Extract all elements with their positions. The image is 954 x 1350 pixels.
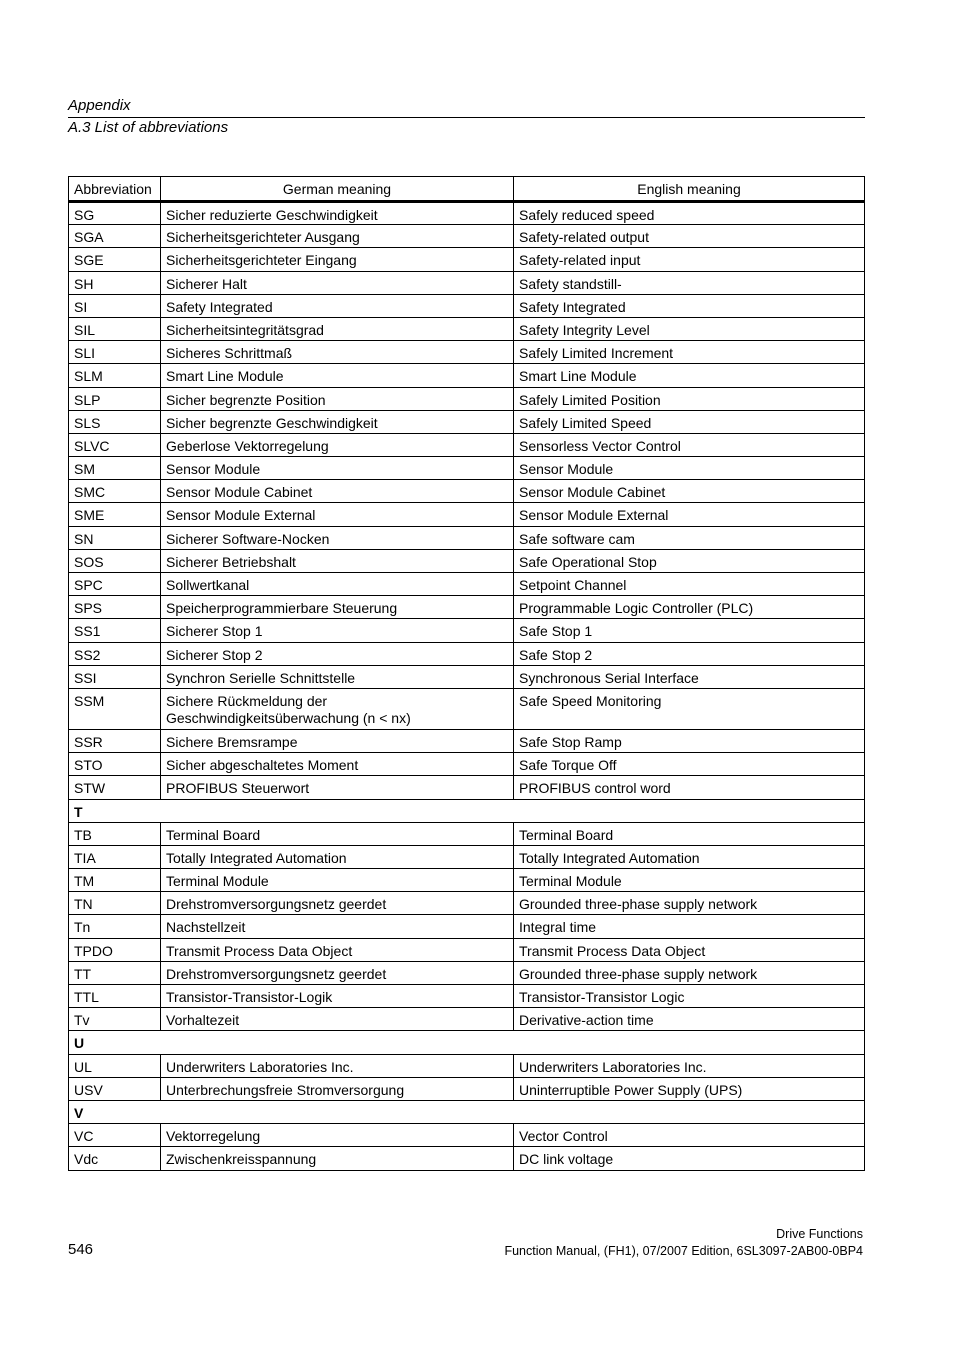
abbreviation-cell: TTL (69, 985, 161, 1008)
english-meaning-cell: Safe Speed Monitoring (514, 688, 865, 729)
german-meaning-cell: Vorhaltezeit (161, 1008, 514, 1031)
english-meaning-cell: Terminal Board (514, 822, 865, 845)
table-row (69, 753, 865, 776)
abbreviation-cell: SGE (69, 248, 161, 271)
abbreviation-cell: SS2 (69, 642, 161, 665)
german-meaning-cell: Sollwertkanal (161, 573, 514, 596)
english-meaning-cell: Safe Operational Stop (514, 549, 865, 572)
german-meaning-cell: Sensor Module Cabinet (161, 480, 514, 503)
abbreviation-cell: SMC (69, 480, 161, 503)
abbreviation-cell: VC (69, 1124, 161, 1147)
abbreviation-cell: SOS (69, 549, 161, 572)
german-meaning-cell: Terminal Board (161, 822, 514, 845)
table-row (69, 1124, 865, 1147)
footer-subtitle: Function Manual, (FH1), 07/2007 Edition, 6SL3097-2AB00-0BP4 (504, 1244, 863, 1258)
german-meaning-cell: Transistor-Transistor-Logik (161, 985, 514, 1008)
abbreviation-cell: SLM (69, 364, 161, 387)
abbreviation-cell: SPC (69, 573, 161, 596)
english-meaning-cell: DC link voltage (514, 1147, 865, 1170)
table-row (69, 202, 865, 225)
english-meaning-cell: Underwriters Laboratories Inc. (514, 1054, 865, 1077)
german-meaning-cell: Nachstellzeit (161, 915, 514, 938)
abbreviation-cell: Tn (69, 915, 161, 938)
abbreviation-cell: SLI (69, 341, 161, 364)
german-meaning-cell: Sicherheitsgerichteter Ausgang (161, 225, 514, 248)
abbreviation-cell: SG (69, 202, 161, 225)
german-meaning-cell: Sicher begrenzte Geschwindigkeit (161, 410, 514, 433)
german-meaning-cell: Sicher reduzierte Geschwindigkeit (161, 202, 514, 225)
section-letter: T (69, 799, 865, 822)
german-meaning-cell: Sensor Module External (161, 503, 514, 526)
table-row (69, 410, 865, 433)
english-meaning-cell: PROFIBUS control word (514, 776, 865, 799)
page-footer (504, 1226, 863, 1260)
abbreviation-cell: SN (69, 526, 161, 549)
column-header-german: German meaning (161, 177, 514, 202)
abbreviation-cell: SH (69, 271, 161, 294)
german-meaning-cell: Sicherer Stop 2 (161, 642, 514, 665)
table-row (69, 341, 865, 364)
german-meaning-cell: Sicher abgeschaltetes Moment (161, 753, 514, 776)
table-row (69, 387, 865, 410)
german-meaning-cell: Drehstromversorgungsnetz geerdet (161, 892, 514, 915)
abbreviation-cell: STO (69, 753, 161, 776)
english-meaning-cell: Smart Line Module (514, 364, 865, 387)
abbreviation-cell: TT (69, 961, 161, 984)
english-meaning-cell: Safely Limited Position (514, 387, 865, 410)
table-row (69, 642, 865, 665)
german-meaning-cell: Sicher begrenzte Position (161, 387, 514, 410)
table-row (69, 480, 865, 503)
table-row (69, 892, 865, 915)
abbreviation-cell: SIL (69, 317, 161, 340)
german-meaning-cell: Sicherer Halt (161, 271, 514, 294)
english-meaning-cell: Safe software cam (514, 526, 865, 549)
german-meaning-cell: Geberlose Vektorregelung (161, 433, 514, 456)
table-row (69, 248, 865, 271)
table-row (69, 271, 865, 294)
header-rule (68, 117, 865, 118)
english-meaning-cell: Safe Stop 2 (514, 642, 865, 665)
english-meaning-cell: Sensor Module (514, 457, 865, 480)
german-meaning-cell: Sicherer Software-Nocken (161, 526, 514, 549)
table-header-row (69, 177, 865, 202)
german-meaning-cell: Sicherheitsintegritätsgrad (161, 317, 514, 340)
table-row (69, 433, 865, 456)
english-meaning-cell: Integral time (514, 915, 865, 938)
abbreviation-cell: TPDO (69, 938, 161, 961)
german-meaning-cell: Sicherer Betriebshalt (161, 549, 514, 572)
table-row (69, 1077, 865, 1100)
english-meaning-cell: Safety-related input (514, 248, 865, 271)
abbreviation-cell: SLS (69, 410, 161, 433)
abbreviation-cell: SPS (69, 596, 161, 619)
abbreviation-cell: TM (69, 869, 161, 892)
abbreviation-cell: SSM (69, 688, 161, 729)
english-meaning-cell: Synchronous Serial Interface (514, 665, 865, 688)
footer-title: Drive Functions (776, 1227, 863, 1241)
table-row (69, 938, 865, 961)
abbreviation-cell: SGA (69, 225, 161, 248)
german-meaning-cell: Unterbrechungsfreie Stromversorgung (161, 1077, 514, 1100)
section-title: A.3 List of abbreviations (68, 119, 229, 136)
abbreviation-cell: STW (69, 776, 161, 799)
abbreviation-cell: SLP (69, 387, 161, 410)
table-row (69, 665, 865, 688)
english-meaning-cell: Safely reduced speed (514, 202, 865, 225)
english-meaning-cell: Totally Integrated Automation (514, 845, 865, 868)
english-meaning-cell: Transistor-Transistor Logic (514, 985, 865, 1008)
german-meaning-cell: Totally Integrated Automation (161, 845, 514, 868)
table-row (69, 294, 865, 317)
section-row (69, 1031, 865, 1054)
table-row (69, 869, 865, 892)
german-meaning-cell: Drehstromversorgungsnetz geerdet (161, 961, 514, 984)
english-meaning-cell: Safety Integrated (514, 294, 865, 317)
english-meaning-cell: Safe Torque Off (514, 753, 865, 776)
section-letter: U (69, 1031, 865, 1054)
german-meaning-cell: Terminal Module (161, 869, 514, 892)
table-row (69, 526, 865, 549)
page-number: 546 (68, 1241, 94, 1258)
german-meaning-cell: Vektorregelung (161, 1124, 514, 1147)
german-meaning-cell: Sicherer Stop 1 (161, 619, 514, 642)
table-row (69, 549, 865, 572)
german-meaning-cell: Safety Integrated (161, 294, 514, 317)
german-meaning-cell: Speicherprogrammierbare Steuerung (161, 596, 514, 619)
english-meaning-cell: Grounded three-phase supply network (514, 892, 865, 915)
english-meaning-cell: Sensor Module Cabinet (514, 480, 865, 503)
section-letter: V (69, 1100, 865, 1123)
english-meaning-cell: Sensor Module External (514, 503, 865, 526)
abbreviation-cell: SM (69, 457, 161, 480)
abbreviation-cell: SLVC (69, 433, 161, 456)
table-row (69, 619, 865, 642)
english-meaning-cell: Derivative-action time (514, 1008, 865, 1031)
english-meaning-cell: Setpoint Channel (514, 573, 865, 596)
english-meaning-cell: Terminal Module (514, 869, 865, 892)
table-row (69, 503, 865, 526)
english-meaning-cell: Safely Limited Increment (514, 341, 865, 364)
german-meaning-cell (161, 688, 514, 729)
table-row (69, 1054, 865, 1077)
english-meaning-cell: Transmit Process Data Object (514, 938, 865, 961)
german-meaning-line: Sichere Rückmeldung der (166, 692, 328, 709)
abbreviation-cell: Tv (69, 1008, 161, 1031)
table-row (69, 596, 865, 619)
abbreviation-cell: SSR (69, 729, 161, 752)
german-meaning-cell: Sicheres Schrittmaß (161, 341, 514, 364)
column-header-abbreviation: Abbreviation (69, 177, 161, 202)
table-row (69, 729, 865, 752)
english-meaning-cell: Safe Stop 1 (514, 619, 865, 642)
german-meaning-cell: Synchron Serielle Schnittstelle (161, 665, 514, 688)
german-meaning-line: Geschwindigkeitsüberwachung (n < nx) (166, 709, 411, 726)
table-row (69, 961, 865, 984)
english-meaning-cell: Uninterruptible Power Supply (UPS) (514, 1077, 865, 1100)
german-meaning-cell: Sensor Module (161, 457, 514, 480)
table-row (69, 1008, 865, 1031)
table-row (69, 845, 865, 868)
english-meaning-cell: Safety-related output (514, 225, 865, 248)
section-row (69, 1100, 865, 1123)
english-meaning-cell: Safety Integrity Level (514, 317, 865, 340)
english-meaning-cell: Safety standstill- (514, 271, 865, 294)
german-meaning-cell: Transmit Process Data Object (161, 938, 514, 961)
page-header (68, 95, 865, 139)
english-meaning-cell: Safe Stop Ramp (514, 729, 865, 752)
table-row (69, 573, 865, 596)
table-row (69, 457, 865, 480)
german-meaning-cell: Zwischenkreisspannung (161, 1147, 514, 1170)
table-row (69, 776, 865, 799)
table-body (69, 202, 865, 1171)
german-meaning-cell: Sicherheitsgerichteter Eingang (161, 248, 514, 271)
german-meaning-cell: Smart Line Module (161, 364, 514, 387)
table-row (69, 688, 865, 729)
abbreviations-table (68, 176, 865, 1171)
table-row (69, 364, 865, 387)
column-header-english: English meaning (514, 177, 865, 202)
table-row (69, 225, 865, 248)
abbreviation-cell: Vdc (69, 1147, 161, 1170)
german-meaning-cell: Underwriters Laboratories Inc. (161, 1054, 514, 1077)
section-row (69, 799, 865, 822)
abbreviation-cell: TIA (69, 845, 161, 868)
english-meaning-cell: Grounded three-phase supply network (514, 961, 865, 984)
abbreviation-cell: SSI (69, 665, 161, 688)
table-row (69, 985, 865, 1008)
abbreviation-cell: SME (69, 503, 161, 526)
english-meaning-cell: Programmable Logic Controller (PLC) (514, 596, 865, 619)
english-meaning-cell: Safely Limited Speed (514, 410, 865, 433)
german-meaning-cell: PROFIBUS Steuerwort (161, 776, 514, 799)
chapter-title: Appendix (68, 97, 131, 114)
table-row (69, 822, 865, 845)
english-meaning-cell: Sensorless Vector Control (514, 433, 865, 456)
abbreviation-cell: USV (69, 1077, 161, 1100)
abbreviation-cell: TN (69, 892, 161, 915)
english-meaning-cell: Vector Control (514, 1124, 865, 1147)
table-row (69, 915, 865, 938)
abbreviation-cell: SI (69, 294, 161, 317)
table-row (69, 317, 865, 340)
abbreviation-cell: UL (69, 1054, 161, 1077)
abbreviation-cell: TB (69, 822, 161, 845)
table-row (69, 1147, 865, 1170)
abbreviation-cell: SS1 (69, 619, 161, 642)
german-meaning-cell: Sichere Bremsrampe (161, 729, 514, 752)
